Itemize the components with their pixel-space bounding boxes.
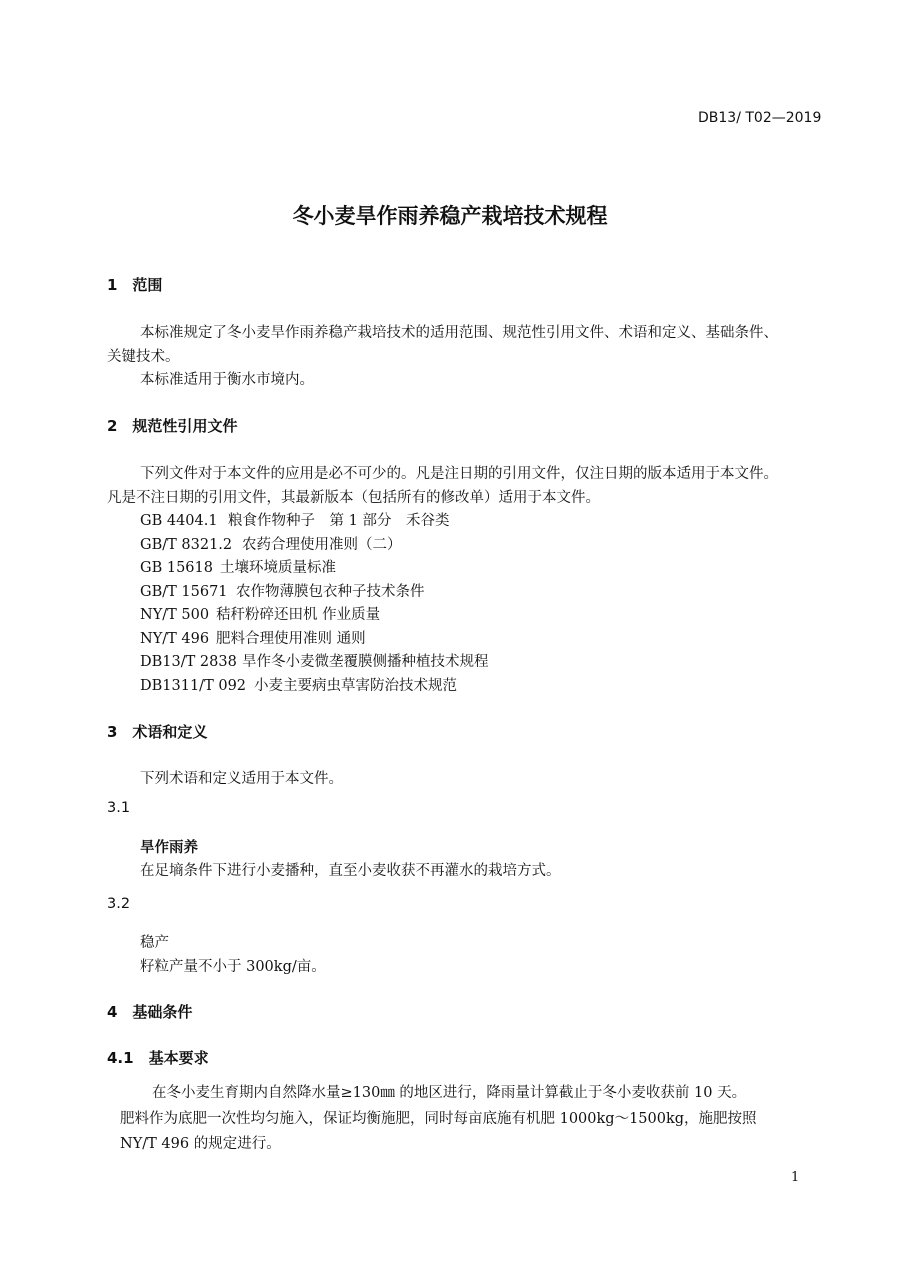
- section-1-paragraph-2: 本标准适用于衡水市境内。: [140, 372, 314, 388]
- term-3-2-number: 3.2: [107, 896, 131, 912]
- section-1-paragraph-1-line-2: 关键技术。: [107, 349, 180, 365]
- reference-code: DB1311/T 092: [140, 678, 247, 694]
- reference-name: 秸秆粉碎还田机 作业质量: [216, 607, 381, 623]
- reference-item: [140, 674, 457, 695]
- section-4-heading: 4 基础条件: [107, 1003, 193, 1021]
- reference-item: [140, 533, 402, 554]
- reference-code: GB 15618: [140, 560, 213, 576]
- reference-item: [140, 580, 425, 601]
- reference-item: [140, 650, 489, 671]
- page-number: 1: [791, 1170, 800, 1185]
- reference-name: 土壤环境质量标准: [220, 560, 336, 576]
- reference-item: [140, 509, 449, 530]
- section-3-heading: 3 术语和定义: [107, 723, 208, 741]
- term-3-2-name: 稳产: [140, 935, 169, 951]
- section-4-1-line-2: 肥料作为底肥一次性均匀施入，保证均衡施肥，同时每亩底施有机肥 1000kg～1500kg，施肥按照: [120, 1111, 757, 1127]
- term-3-1-number: 3.1: [107, 800, 131, 816]
- reference-code: GB 4404.1: [140, 513, 218, 529]
- reference-name: 粮食作物种子 第 1 部分 禾谷类: [228, 513, 450, 529]
- reference-code: GB/T 15671: [140, 584, 228, 600]
- reference-code: NY/T 500: [140, 607, 210, 623]
- reference-code: GB/T 8321.2: [140, 537, 233, 553]
- document-code: DB13/ T02—2019: [698, 110, 822, 126]
- reference-code: NY/T 496: [140, 631, 210, 647]
- term-3-1-name: 旱作雨养: [140, 840, 198, 856]
- reference-item: [140, 603, 380, 624]
- reference-name: 小麦主要病虫草害防治技术规范: [254, 678, 457, 694]
- reference-name: 农作物薄膜包衣种子技术条件: [236, 584, 425, 600]
- reference-item: [140, 556, 336, 577]
- section-3-intro: 下列术语和定义适用于本文件。: [140, 771, 343, 787]
- section-4-1-line-1: 在冬小麦生育期内自然降水量≥130㎜ 的地区进行，降雨量计算截止于冬小麦收获前 10 天。: [152, 1085, 747, 1101]
- section-1-heading: 1 范围: [107, 276, 163, 294]
- section-4-1-line-3: NY/T 496 的规定进行。: [120, 1136, 281, 1152]
- reference-item: [140, 627, 366, 648]
- reference-code: DB13/T 2838: [140, 654, 237, 670]
- section-2-intro-line-1: 下列文件对于本文件的应用是必不可少的。凡是注日期的引用文件，仅注日期的版本适用于本文件。: [140, 466, 778, 482]
- term-3-2-definition: 籽粒产量不小于 300kg/亩。: [140, 959, 326, 975]
- section-2-intro-line-2: 凡是不注日期的引用文件，其最新版本（包括所有的修改单）适用于本文件。: [107, 490, 600, 506]
- reference-name: 农药合理使用准则（二）: [242, 537, 402, 553]
- term-3-1-definition: 在足墒条件下进行小麦播种，直至小麦收获不再灌水的栽培方式。: [140, 863, 561, 879]
- reference-name: 肥料合理使用准则 通则: [216, 631, 366, 647]
- section-1-paragraph-1-line-1: 本标准规定了冬小麦旱作雨养稳产栽培技术的适用范围、规范性引用文件、术语和定义、基础条件、: [140, 325, 778, 341]
- reference-name: 旱作冬小麦微垄覆膜侧播种植技术规程: [242, 654, 489, 670]
- section-2-heading: 2 规范性引用文件: [107, 417, 238, 435]
- section-4-1-heading: 4.1 基本要求: [107, 1049, 209, 1067]
- document-title: 冬小麦旱作雨养稳产栽培技术规程: [292, 204, 608, 228]
